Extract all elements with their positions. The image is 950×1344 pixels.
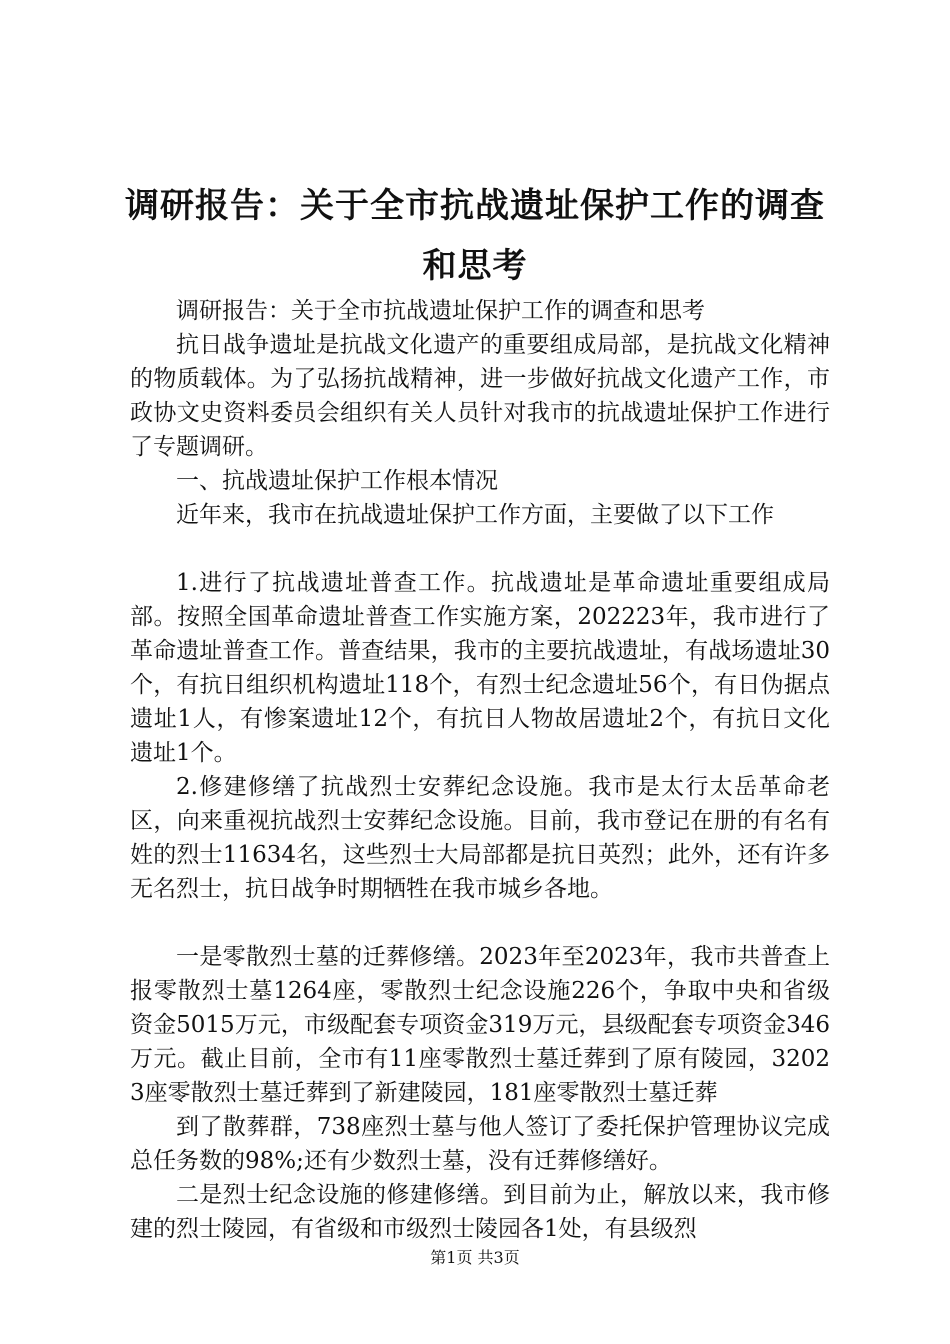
document-title-line-2: 和思考 [422,246,528,286]
paragraph-point-2: 二是烈士纪念设施的修建修缮。到目前为止，解放以来，我市修建的烈士陵园，有省级和市级烈士陵园各1处，有县级烈 [130,1182,830,1242]
paragraph-intro: 抗日战争遗址是抗战文化遗产的重要组成局部，是抗战文化精神的物质载体。为了弘扬抗战精神，进一步做好抗战文化遗产工作，市政协文史资料委员会组织有关人员针对我市的抗战遗址保护工作进行了专题调研。 [130,332,830,460]
page-number-footer: 第1页 共3页 [430,1248,520,1267]
paragraph-point-1-continued: 到了散葬群，738座烈士墓与他人签订了委托保护管理协议完成总任务数的98%;还有少数烈士墓，没有迁葬修缮好。 [130,1114,830,1174]
document-title-line-1: 调研报告：关于全市抗战遗址保护工作的调查 [125,186,825,226]
paragraph-subtitle: 调研报告：关于全市抗战遗址保护工作的调查和思考 [176,298,705,324]
section-heading-1: 一、抗战遗址保护工作根本情况 [176,468,498,494]
paragraph-item-1: 1.进行了抗战遗址普查工作。抗战遗址是革命遗址重要组成局部。按照全国革命遗址普查工作实施方案，202223年，我市进行了革命遗址普查工作。普查结果，我市的主要抗战遗址，有战场遗址30个，有抗日组织机构遗址118个，有烈士纪念遗址56个，有日伪据点遗址1人，有惨案遗址12个，有抗日人物故居遗址2个，有抗日文化遗址1个。 [130,570,830,766]
paragraph-point-1: 一是零散烈士墓的迁葬修缮。2023年至2023年，我市共普查上报零散烈士墓1264座，零散烈士纪念设施226个，争取中央和省级资金5015万元，市级配套专项资金319万元，县级配套专项资金346万元。截止目前，全市有11座零散烈士墓迁葬到了原有陵园，32023座零散烈士墓迁葬到了新建陵园，181座零散烈士墓迁葬 [130,944,830,1106]
document-body [130,294,830,1246]
paragraph-item-2: 2.修建修缮了抗战烈士安葬纪念设施。我市是太行太岳革命老区，向来重视抗战烈士安葬纪念设施。目前，我市登记在册的有名有姓的烈士11634名，这些烈士大局部都是抗日英烈；此外，还有许多无名烈士，抗日战争时期牺牲在我市城乡各地。 [130,774,830,902]
paragraph-overview: 近年来，我市在抗战遗址保护工作方面，主要做了以下工作 [176,502,774,528]
